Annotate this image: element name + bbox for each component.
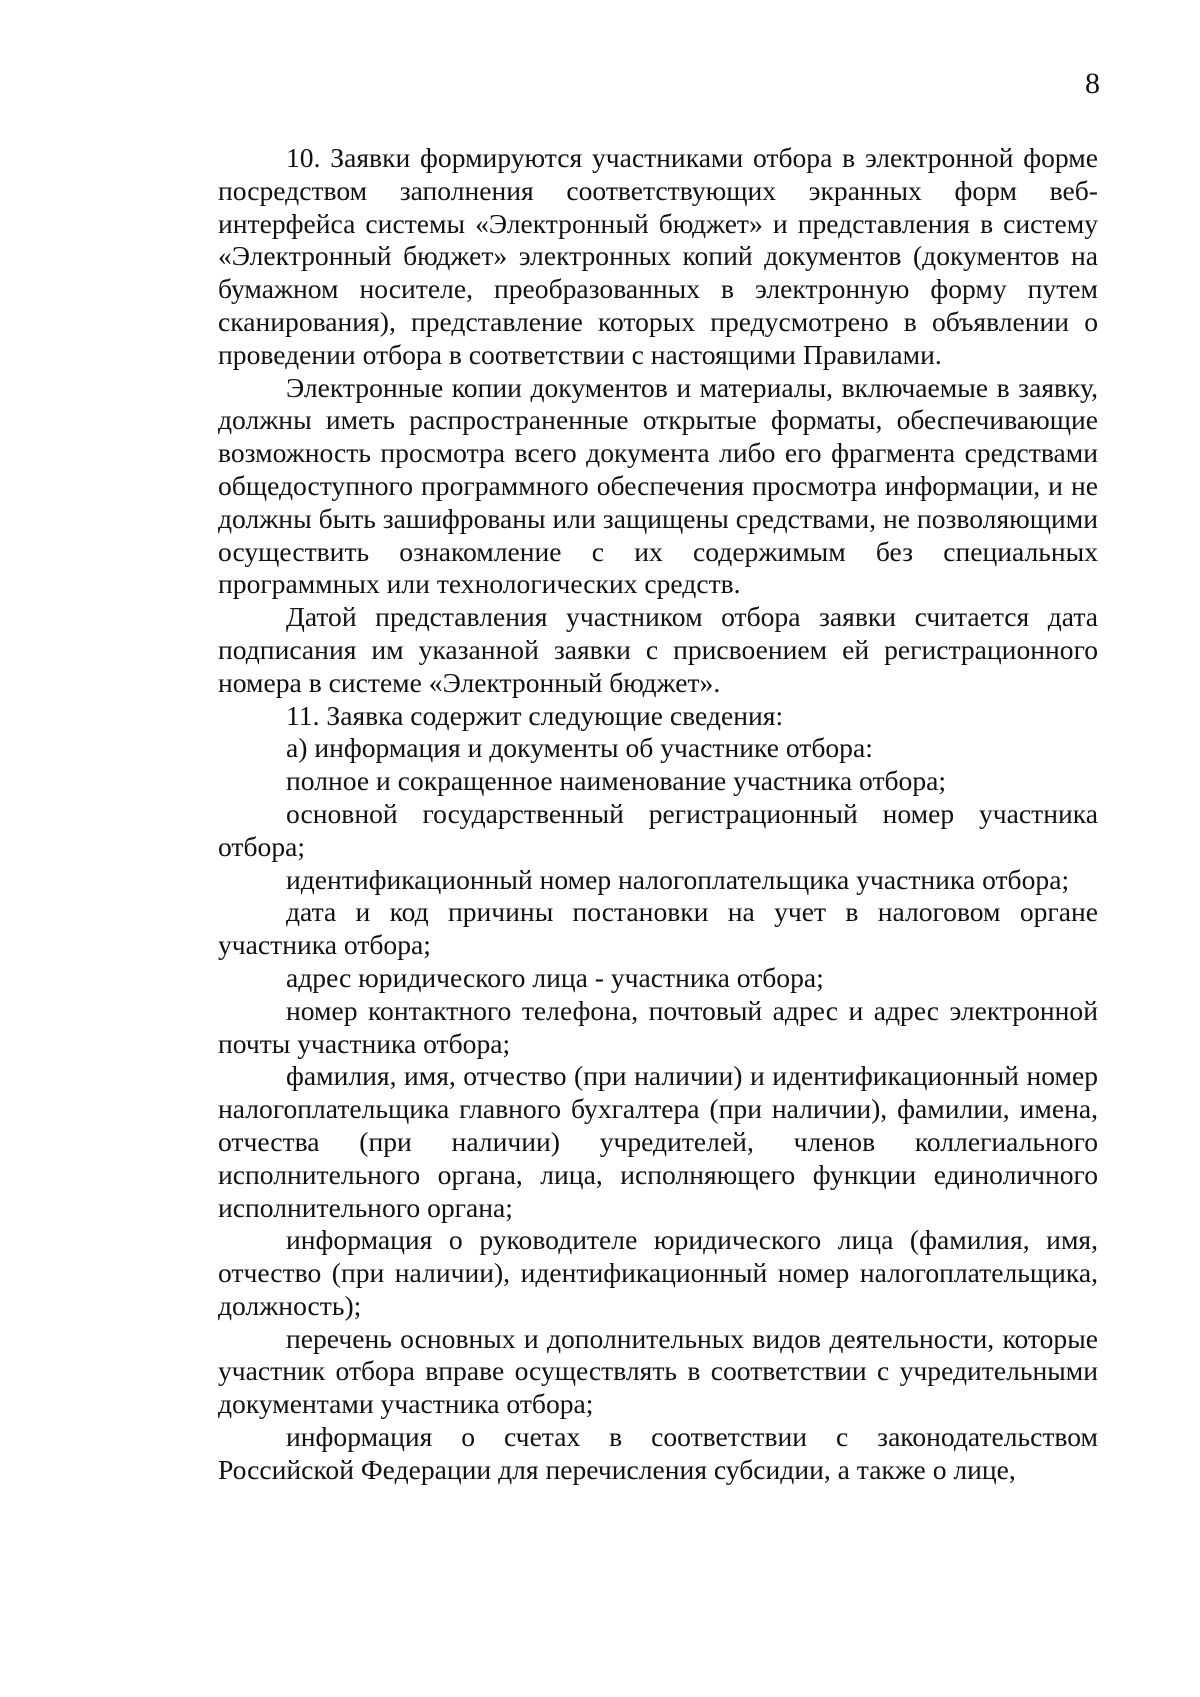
list-item-kpp: дата и код причины постановки на учет в налоговом органе участника отбора; <box>218 896 1098 961</box>
list-item-activities: перечень основных и дополнительных видов деятельности, которые участник отбора вправе осуществлять в соответствии с учредительными документами участника отбора; <box>218 1322 1098 1420</box>
paragraph-11-heading: 11. Заявка содержит следующие сведения: <box>286 699 784 731</box>
list-item-contacts: номер контактного телефона, почтовый адрес и адрес электронной почты участника отбора; <box>218 994 1098 1059</box>
list-item-inn: идентификационный номер налогоплательщика участника отбора; <box>286 863 1070 895</box>
list-item-persons: фамилия, имя, отчество (при наличии) и идентификационный номер налогоплательщика главного бухгалтера (при наличии), фамилии, имена, отчества (при наличии) учредителей, членов коллегиального исполнительного органа, лица, исполняющего функции единоличного исполнительного органа; <box>218 1060 1098 1223</box>
list-item-a: а) информация и документы об участнике отбора: <box>286 732 873 764</box>
list-item-name: полное и сокращенное наименование участника отбора; <box>286 765 947 797</box>
document-body <box>218 142 1098 1487</box>
paragraph-10-intro: 10. Заявки формируются участниками отбора в электронной форме посредством заполнения соответствующих экранных форм веб-интерфейса системы «Электронный бюджет» и представления в систему «Электронный бюджет» электронных копий документов (документов на бумажном носителе, преобразованных в электронную форму путем сканирования), представление которых предусмотрено в объявлении о проведении отбора в соответствии с настоящими Правилами. <box>218 142 1098 370</box>
list-item-accounts: информация о счетах в соответствии с законодательством Российской Федерации для перечисления субсидии, а также о лице, <box>218 1421 1098 1485</box>
paragraph-electronic-copies: Электронные копии документов и материалы, включаемые в заявку, должны иметь распространенные открытые форматы, обеспечивающие возможность просмотра всего документа либо его фрагмента средствами общедоступного программного обеспечения просмотра информации, и не должны быть зашифрованы или защищены средствами, не позволяющими осуществить ознакомление с их содержимым без специальных программных или технологических средств. <box>218 371 1098 600</box>
list-item-ogrn: основной государственный регистрационный номер участника отбора; <box>218 797 1098 862</box>
list-item-director: информация о руководителе юридического лица (фамилия, имя, отчество (при наличии), идентификационный номер налогоплательщика, должность); <box>218 1224 1098 1321</box>
page-number: 8 <box>1085 67 1100 100</box>
paragraph-submission-date: Датой представления участником отбора заявки считается дата подписания им указанной заявки с присвоением ей регистрационного номера в системе «Электронный бюджет». <box>218 601 1098 698</box>
list-item-address: адрес юридического лица - участника отбора; <box>286 961 824 993</box>
